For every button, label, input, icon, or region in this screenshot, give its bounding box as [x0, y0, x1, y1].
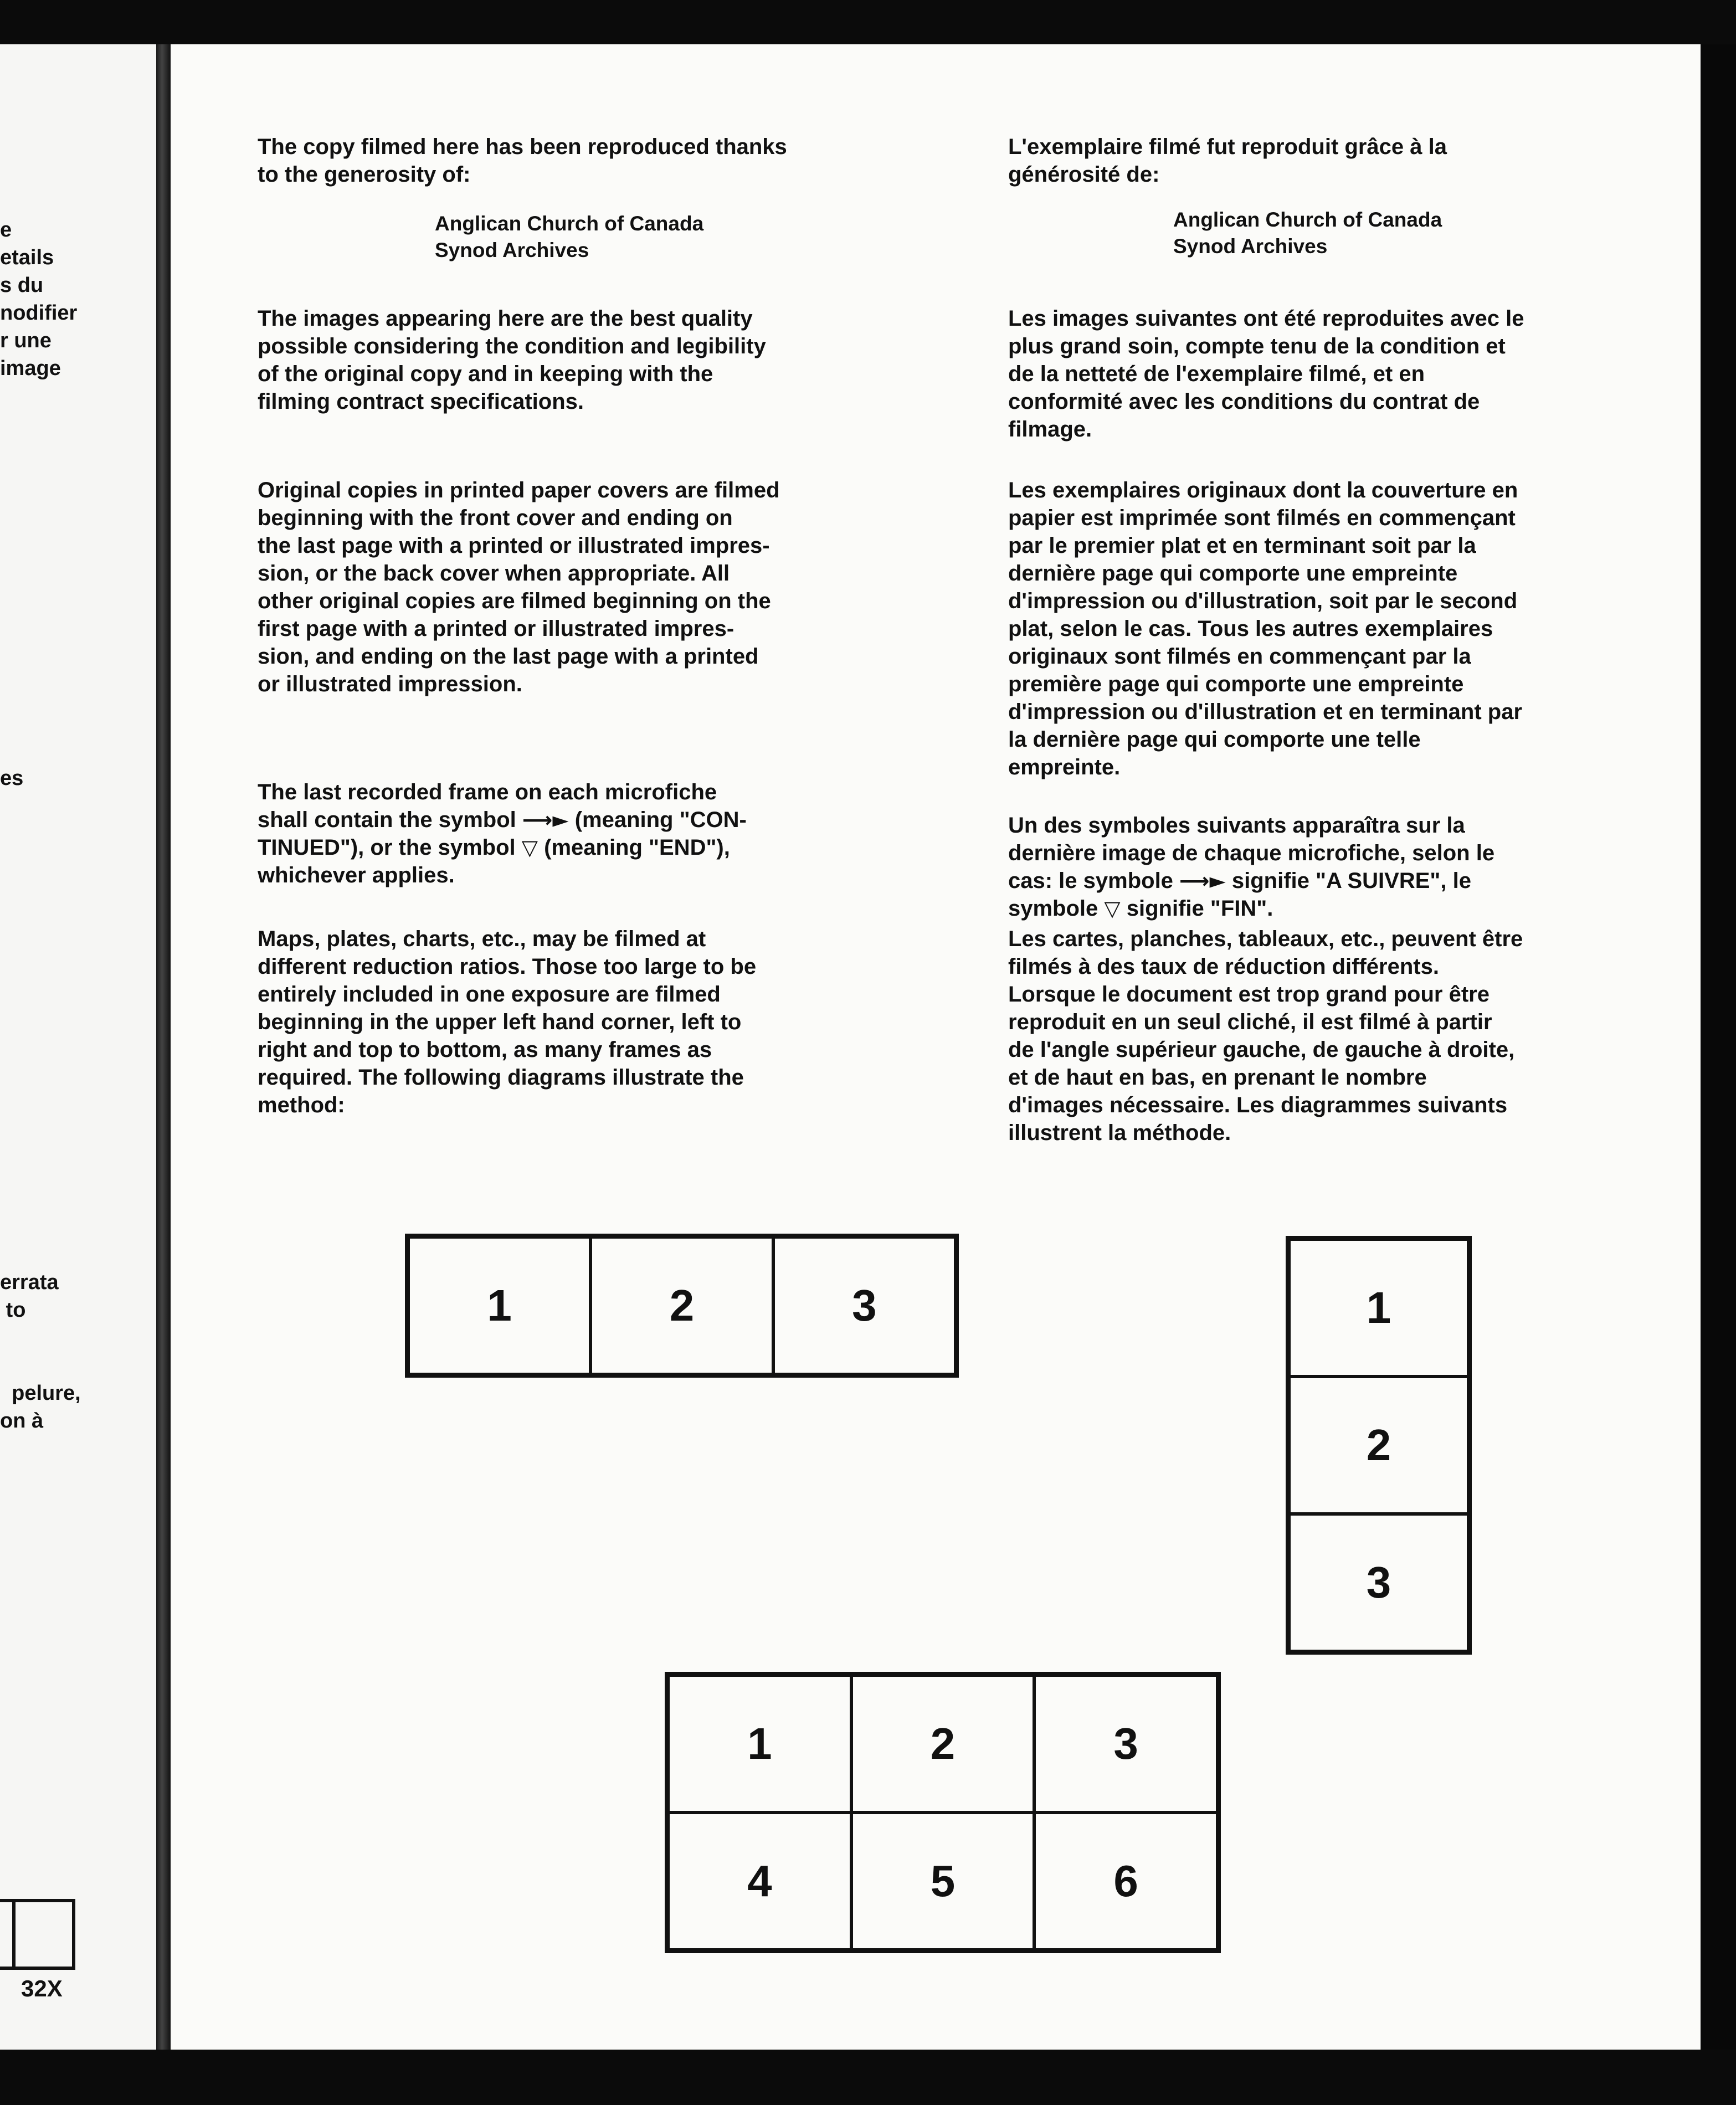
- right-edge: [1701, 44, 1736, 2050]
- binding-gutter: [156, 44, 171, 2050]
- english-quality: The images appearing here are the best quality possible considering the condition and legibility of the original copy and in keeping with the filming contract specifications.: [258, 306, 766, 414]
- english-acknowledgement: The copy filmed here has been reproduced thanks to the generosity of:: [258, 135, 787, 187]
- french-maps: Les cartes, planches, tableaux, etc., peuvent être filmés à des taux de réduction différents. Lorsque le document est trop grand pour être reproduit en un seul cliché, il est filmé à partir de l'angle supérieur gauche, de gauche à droite, et de haut en bas, en prenant le nombre d'images nécessaire. Les diagrammes suivants illustrent la méthode.: [1008, 927, 1523, 1145]
- diagram-vertical: [1286, 1236, 1472, 1655]
- french-quality: Les images suivantes ont été reproduites avec le plus grand soin, compte tenu de la condition et de la netteté de l'exemplaire filmé, et en conformité avec les conditions du contrat de filmage.: [1008, 306, 1524, 441]
- arrow-icon: ⟶►: [1179, 869, 1226, 893]
- frame-cell: 2: [1289, 1377, 1468, 1514]
- fragment: s du: [0, 274, 44, 297]
- end-triangle-icon: ▽: [1104, 896, 1121, 921]
- frame-cell: 1: [408, 1237, 590, 1374]
- french-acknowledgement: L'exemplaire filmé fut reproduit grâce à la générosité de:: [1008, 135, 1447, 187]
- fragment: on à: [0, 1409, 44, 1433]
- frame-cell: 2: [590, 1237, 773, 1374]
- reduction-box: [0, 1899, 75, 1970]
- diagram-grid: [665, 1672, 1221, 1953]
- french-symbols: Un des symboles suivants apparaîtra sur la dernière image de chaque microfiche, selon le cas: le symbole ⟶► signifie "A SUIVRE", le symbole ▽ signifie "FIN".: [1008, 813, 1495, 921]
- frame-cell: 5: [851, 1813, 1035, 1950]
- english-covers: Original copies in printed paper covers are filmed beginning with the front cover and ending on the last page with a printed or illustrated impres- sion, or the back cover when appropriate. All other original copies are filmed beginning on the first page with a printed or illustrated impres- sion, and ending on the last page with a printed or illustrated impression.: [258, 478, 780, 696]
- arrow-icon: ⟶►: [522, 808, 569, 832]
- fragment: etails: [0, 246, 54, 269]
- end-triangle-icon: ▽: [521, 835, 538, 860]
- english-sponsor: Anglican Church of Canada Synod Archives: [435, 212, 704, 261]
- frame-cell: 3: [773, 1237, 956, 1374]
- english-symbols: The last recorded frame on each microfiche shall contain the symbol ⟶► (meaning "CON- TINUED"), or the symbol ▽ (meaning "END"), whichever applies.: [258, 780, 747, 887]
- french-covers: Les exemplaires originaux dont la couverture en papier est imprimée sont filmés en commençant par le premier plat et en terminant soit par la dernière page qui comporte une empreinte d'impression ou d'illustration, soit par le second plat, selon le cas. Tous les autres exemplaires originaux sont filmés en commençant par la première page qui comporte une empreinte d'impression ou d'illustration et en terminant par la dernière page qui comporte une telle empreinte.: [1008, 478, 1523, 779]
- fragment: nodifier: [0, 301, 78, 325]
- frame-cell: 2: [851, 1675, 1035, 1813]
- frame-cell: 4: [668, 1813, 851, 1950]
- frame-cell: 6: [1034, 1813, 1218, 1950]
- diagram-horizontal: [405, 1234, 959, 1378]
- reduction-label: 32X: [21, 1975, 63, 2001]
- previous-page-strip: [0, 44, 172, 2050]
- fragment: e: [0, 218, 12, 242]
- target-page: [171, 44, 1701, 2050]
- frame-cell: 1: [1289, 1239, 1468, 1377]
- french-sponsor: Anglican Church of Canada Synod Archives: [1173, 208, 1442, 258]
- english-maps: Maps, plates, charts, etc., may be filmed at different reduction ratios. Those too large to be entirely included in one exposure are filmed beginning in the upper left hand corner, left to right and top to bottom, as many frames as required. The following diagrams illustrate the method:: [258, 927, 757, 1117]
- fragment: r une: [0, 329, 52, 352]
- fragment: image: [0, 357, 61, 380]
- frame-cell: 3: [1034, 1675, 1218, 1813]
- fragment: errata: [0, 1271, 59, 1294]
- fragment: pelure,: [0, 1382, 81, 1405]
- fragment: to: [0, 1298, 26, 1322]
- frame-cell: 3: [1289, 1514, 1468, 1651]
- frame-cell: 1: [668, 1675, 851, 1813]
- fragment: es: [0, 767, 24, 790]
